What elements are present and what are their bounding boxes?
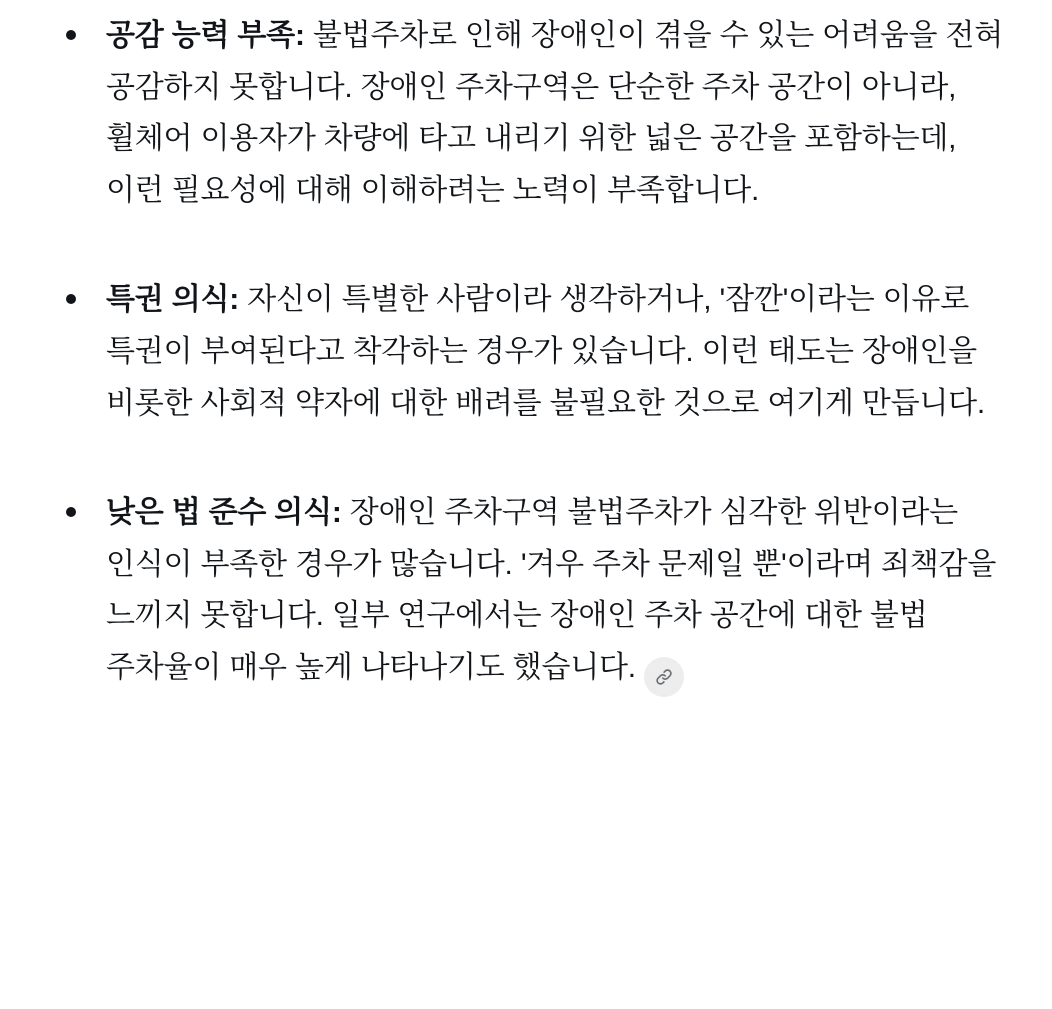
reasons-bullet-list	[44, 10, 1008, 697]
link-icon[interactable]	[644, 657, 684, 697]
bullet-text: 장애인 주차구역 불법주차가 심각한 위반이라는 인식이 부족한 경우가 많습니다. '겨우 주차 문제일 뿐'이라며 죄책감을 느끼지 못합니다. 일부 연구에서는 장애인 주차 공간에 대한 불법 주차율이 매우 높게 나타나기도 했습니다.	[106, 496, 997, 684]
list-item	[44, 487, 1008, 697]
list-item	[44, 274, 1008, 429]
bullet-text: 불법주차로 인해 장애인이 겪을 수 있는 어려움을 전혀 공감하지 못합니다. 장애인 주차구역은 단순한 주차 공간이 아니라, 휠체어 이용자가 차량에 타고 내리기 위한 넓은 공간을 포함하는데, 이런 필요성에 대해 이해하려는 노력이 부족합니다.	[106, 19, 1003, 207]
list-item	[44, 10, 1008, 216]
bullet-text: 자신이 특별한 사람이라 생각하거나, '잠깐'이라는 이유로 특권이 부여된다고 착각하는 경우가 있습니다. 이런 태도는 장애인을 비롯한 사회적 약자에 대한 배려를 불필요한 것으로 여기게 만듭니다.	[106, 283, 986, 420]
bullet-term: 공감 능력 부족:	[106, 19, 305, 52]
bullet-term: 특권 의식:	[106, 283, 240, 317]
bullet-term: 낮은 법 준수 의식:	[106, 496, 342, 530]
